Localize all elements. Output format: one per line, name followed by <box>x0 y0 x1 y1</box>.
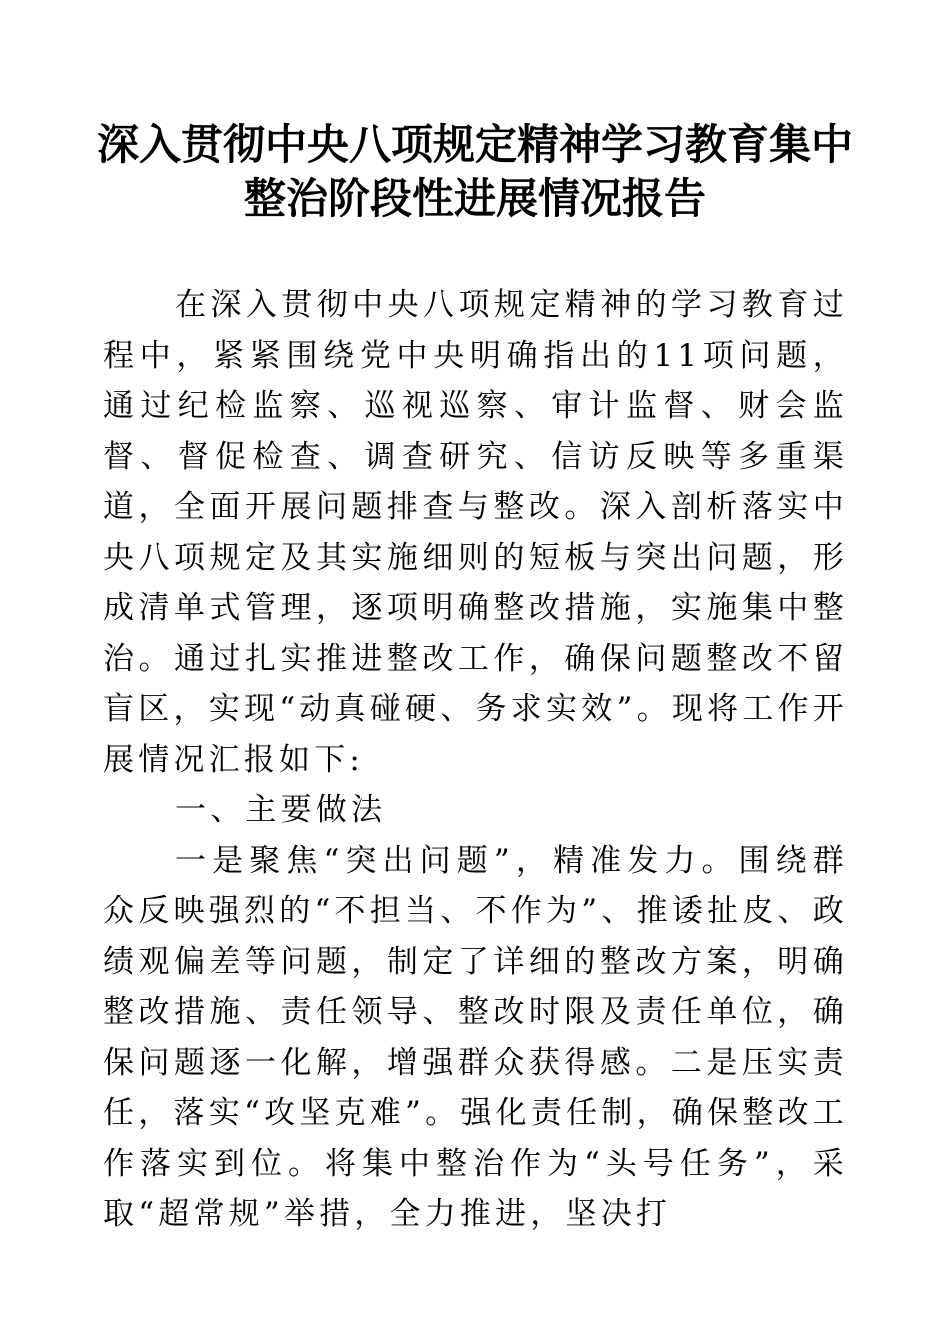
practice-paragraph: 一是聚焦“突出问题”，精准发力。围绕群众反映强烈的“不担当、不作为”、推诿扯皮、政绩观偏差等问题，制定了详细的整改方案，明确整改措施、责任领导、整改时限及责任单位，确保问题逐一化解，增强群众获得感。二是压实责任，落实“攻坚克难”。强化责任制，确保整改工作落实到位。将集中整治作为“头号任务”，采取“超常规”举措，全力推进，坚决打 <box>103 842 848 1232</box>
document-title <box>60 118 890 226</box>
document-body <box>103 280 848 1240</box>
section-heading: 一、主要做法 <box>175 792 387 828</box>
title-line-2: 整治阶段性进展情况报告 <box>243 174 706 223</box>
intro-paragraph: 在深入贯彻中央八项规定精神的学习教育过程中，紧紧围绕党中央明确指出的11项问题，通过纪检监察、巡视巡察、审计监督、财会监督、督促检查、调查研究、信访反映等多重渠道，全面开展问题排查与整改。深入剖析落实中央八项规定及其实施细则的短板与突出问题，形成清单式管理，逐项明确整改措施，实施集中整治。通过扎实推进整改工作，确保问题整改不留盲区，实现“动真碰硬、务求实效”。现将工作开展情况汇报如下: <box>103 287 848 778</box>
title-line-1: 深入贯彻中央八项规定精神学习教育集中 <box>96 120 853 169</box>
